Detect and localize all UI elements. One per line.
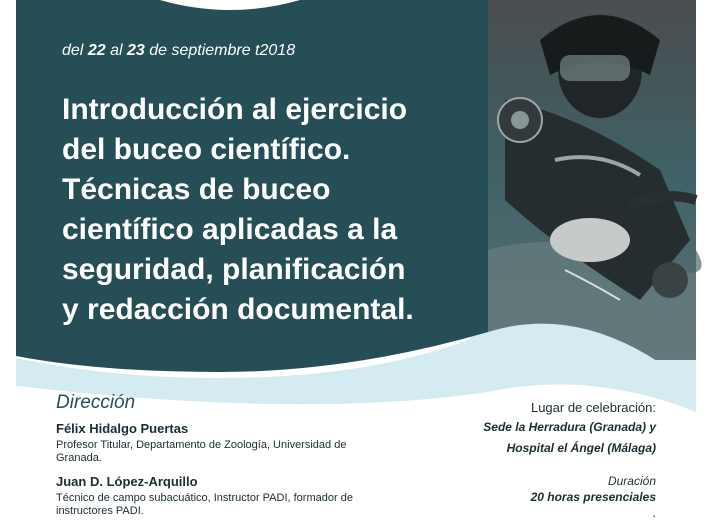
director-name: Félix Hidalgo Puertas: [56, 421, 189, 436]
title-line: científico aplicadas a la: [62, 213, 398, 246]
director-role: Técnico de campo subacuático, Instructor PADI, formador de instructores PADI.: [56, 492, 353, 517]
venue-line: Sede la Herradura (Granada) y: [483, 420, 656, 434]
course-dates: del 22 al 23 de septiembre t2018: [62, 42, 296, 59]
duration-label: Duración: [607, 474, 656, 488]
title-line: seguridad, planificación: [62, 253, 406, 286]
title-line: del buceo científico.: [62, 133, 351, 166]
duration-value: 20 horas presenciales: [530, 490, 656, 504]
director-role: Profesor Titular, Departamento de Zoología, Universidad de Granada.: [56, 439, 347, 464]
venue-label: Lugar de celebración:: [530, 400, 656, 415]
title-line: Introducción al ejercicio: [62, 93, 408, 126]
course-title: [62, 90, 482, 330]
trailing-mark: .: [652, 505, 656, 520]
direccion-heading: Dirección: [56, 392, 136, 413]
title-line: Técnicas de buceo: [62, 173, 331, 206]
diver-photo: [488, 0, 702, 360]
director-name: Juan D. López-Arquillo: [56, 474, 198, 489]
venue-line: Hospital el Ángel (Málaga): [506, 441, 656, 455]
title-line: y redacción documental.: [62, 293, 414, 326]
